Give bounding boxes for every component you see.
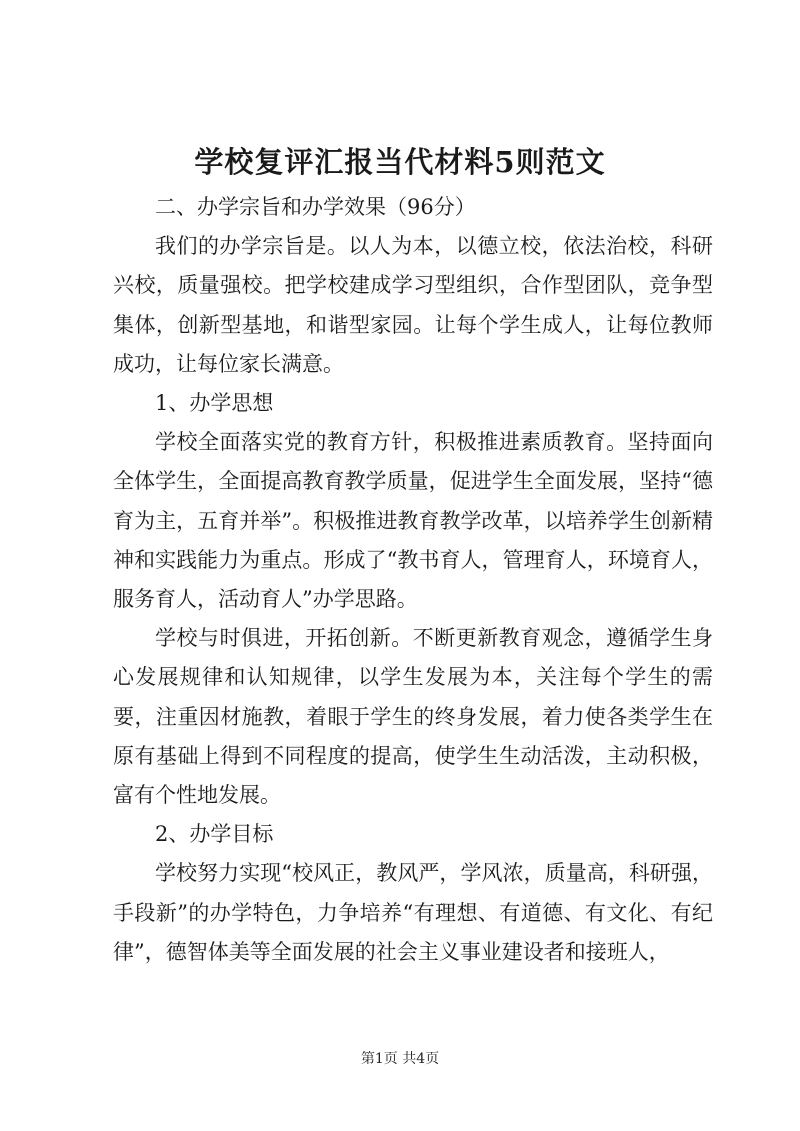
paragraph: 学校全面落实党的教育方针，积极推进素质教育。坚持面向全体学生，全面提高教育教学质量，促进学生全面发展，坚持“德育为主，五育并举”。积极推进教育教学改革，以培养学生创新精神和实践能力为重点。形成了“教书育人，管理育人，环境育人，服务育人，活动育人”办学思路。: [113, 430, 713, 612]
subsection-heading: 1、办学思想: [155, 391, 274, 416]
document-body: [113, 188, 713, 972]
subsection-heading: 2、办学目标: [155, 822, 274, 847]
section-heading: 二、办学宗旨和办学效果（96分）: [155, 195, 476, 219]
paragraph: 我们的办学宗旨是。以人为本，以德立校，依法治校，科研兴校，质量强校。把学校建成学习型组织，合作型团队，竞争型集体，创新型基地，和谐型家园。让每个学生成人，让每位教师成功，让每位家长满意。: [113, 234, 713, 376]
page-footer: 第1页 共4页: [360, 1051, 440, 1067]
document-title: 学校复评汇报当代材料5则范文: [194, 145, 606, 179]
paragraph: 学校努力实现“校风正，教风严，学风浓，质量高，科研强，手段新”的办学特色，力争培养“有理想、有道德、有文化、有纪律”，德智体美等全面发展的社会主义事业建设者和接班人，: [113, 861, 713, 964]
paragraph: 学校与时俱进，开拓创新。不断更新教育观念，遵循学生身心发展规律和认知规律，以学生发展为本，关注每个学生的需要，注重因材施教，着眼于学生的终身发展，着力使各类学生在原有基础上得到不同程度的提高，使学生生动活泼，主动积极，富有个性地发展。: [113, 626, 713, 808]
